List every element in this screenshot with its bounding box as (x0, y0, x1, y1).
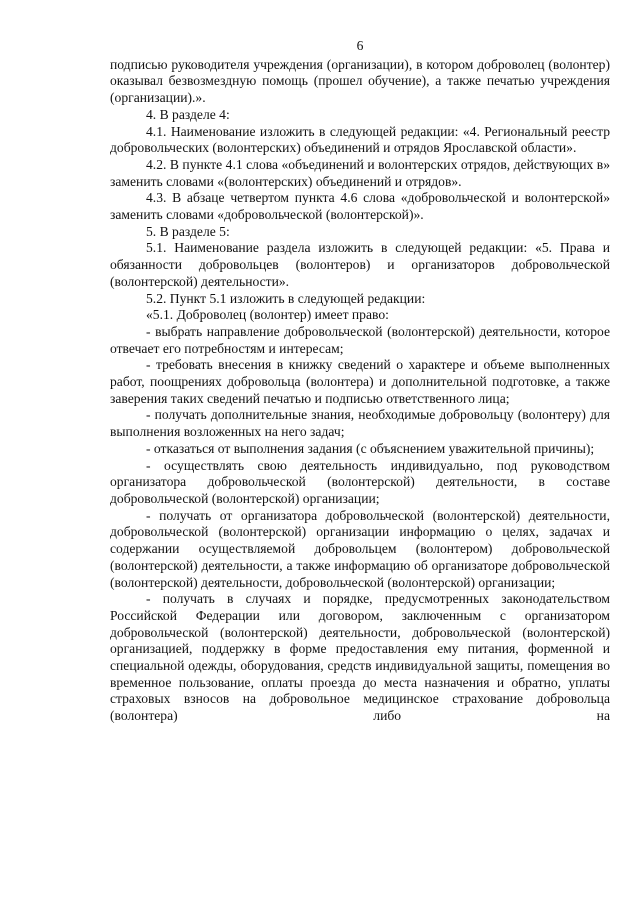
paragraph-4-2: 4.2. В пункте 4.1 слова «объединений и волонтерских отрядов, действующих в» заменить словами «(волонтерских) объединений и отрядов». (110, 156, 610, 189)
paragraph-5-1-quote: «5.1. Доброволец (волонтер) имеет право: (146, 307, 389, 323)
list-item-receive-information: - получать от организатора добровольческой (волонтерской) деятельности, добровольческой (волонтерской) организации информацию о целях, задачах и содержании осуществляемой добровольцем (волонтером) добровольческой (волонтерской) деятельности, а также информацию об организаторе добровольческой (волонтерской) деятельности, добровольческой (волонтерской) организации; (110, 507, 610, 590)
paragraph-5-1: 5.1. Наименование раздела изложить в следующей редакции: «5. Права и обязанности добровольцев (волонтеров) и организаторов добровольческой (волонтерской) деятельности». (110, 240, 610, 289)
paragraph-4-3: 4.3. В абзаце четвертом пункта 4.6 слова «добровольческой и волонтерской» заменить словами «добровольческой (волонтерской)». (110, 190, 610, 223)
page-number: 6 (356, 38, 364, 53)
list-item-choose-direction: - выбрать направление добровольческой (волонтерской) деятельности, которое отвечает его потребностям и интересам; (110, 323, 610, 356)
list-item-carry-out-activity: - осуществлять свою деятельность индивидуально, под руководством организатора добровольческой (волонтерской) деятельности, в составе добровольческой (волонтерской) организации; (110, 457, 610, 506)
paragraph-5-2: 5.2. Пункт 5.1 изложить в следующей редакции: (146, 290, 426, 306)
paragraph-continuation: подписью руководителя учреждения (организации), в котором доброволец (волонтер) оказывал безвозмездную помощь (прошел обучение), а также печатью учреждения (организации).». (110, 56, 610, 106)
paragraph-4-1: 4.1. Наименование изложить в следующей редакции: «4. Региональный реестр добровольческих (волонтерских) объединений и отрядов Ярославской области». (110, 123, 610, 156)
paragraph-section-4: 4. В разделе 4: (146, 106, 230, 122)
list-item-additional-knowledge: - получать дополнительные знания, необходимые добровольцу (волонтеру) для выполнения возложенных на него задач; (110, 407, 610, 440)
list-item-receive-support: - получать в случаях и порядке, предусмотренных законодательством Российской Федерации или договором, заключенным с организатором добровольческой (волонтерской) деятельности, добровольческой (волонтерской) организацией, поддержку в форме предоставления ему питания, форменной и специальной одежды, оборудования, средств индивидуальной защиты, помещения во временное пользование, оплаты проезда до места назначения и обратно, уплаты страховых взносов на добровольное медицинское страхование добровольца (волонтера) либо на (110, 591, 610, 724)
paragraph-section-5: 5. В разделе 5: (146, 223, 230, 239)
document-page (110, 38, 610, 725)
list-item-require-records: - требовать внесения в книжку сведений о характере и объеме выполненных работ, поощрениях добровольца (волонтера) и дополнительной подготовке, а также заверения таких сведений печатью и подписью ответственного лица; (110, 357, 610, 406)
list-item-refuse-task: - отказаться от выполнения задания (с объяснением уважительной причины); (146, 440, 595, 456)
